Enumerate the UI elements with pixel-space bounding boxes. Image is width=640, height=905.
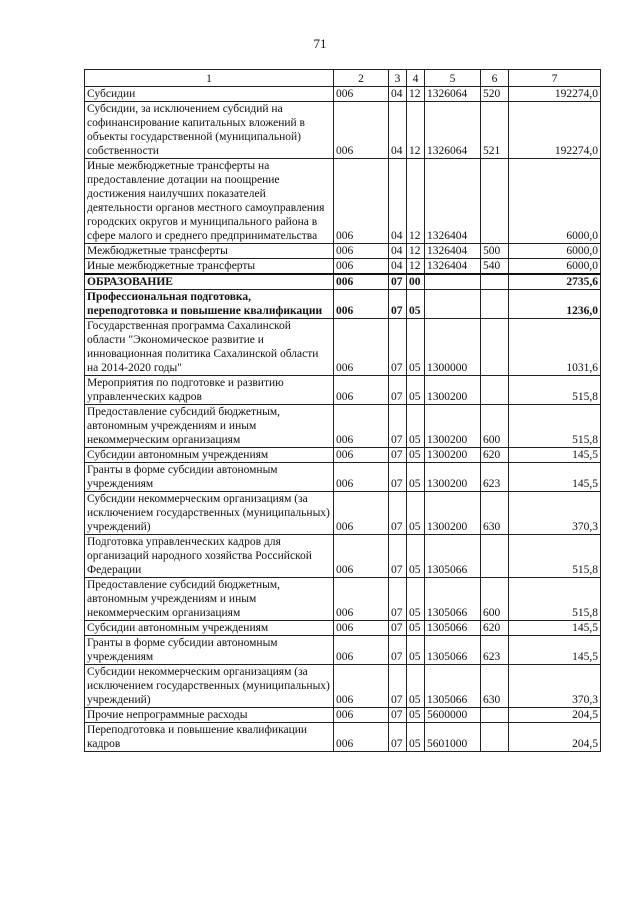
cell-expense-type-code: 630 xyxy=(481,665,509,708)
cell-subsection-code: 12 xyxy=(407,244,425,259)
cell-section-code: 04 xyxy=(389,87,407,102)
header-row xyxy=(85,70,601,87)
cell-name: Государственная программа Сахалинской области "Экономическое развитие и инновационная политика Сахалинской области на 2014-2020 годы" xyxy=(85,319,334,376)
cell-name: Субсидии некоммерческим организациям (за исключением государственных (муниципальных) учреждений) xyxy=(85,665,334,708)
column-header: 1 xyxy=(85,70,334,87)
cell-section-code: 07 xyxy=(389,319,407,376)
cell-expense-type-code: 620 xyxy=(481,621,509,636)
table-row xyxy=(85,636,601,665)
cell-expense-type-code xyxy=(481,319,509,376)
cell-expense-type-code xyxy=(481,723,509,752)
table-row xyxy=(85,244,601,259)
cell-target-code: 1326064 xyxy=(425,87,481,102)
cell-amount: 145,5 xyxy=(509,621,601,636)
cell-subsection-code: 05 xyxy=(407,463,425,492)
cell-target-code: 5601000 xyxy=(425,723,481,752)
cell-amount: 6000,0 xyxy=(509,259,601,275)
cell-target-code: 1305066 xyxy=(425,636,481,665)
cell-name: Субсидии xyxy=(85,87,334,102)
table-row xyxy=(85,448,601,463)
cell-ministry-code: 006 xyxy=(334,492,389,535)
cell-section-code: 07 xyxy=(389,723,407,752)
cell-name: Субсидии автономным учреждениям xyxy=(85,621,334,636)
cell-subsection-code: 05 xyxy=(407,319,425,376)
cell-expense-type-code: 630 xyxy=(481,492,509,535)
cell-ministry-code: 006 xyxy=(334,259,389,275)
cell-subsection-code: 12 xyxy=(407,159,425,244)
cell-name: Предоставление субсидий бюджетным, автономным учреждениям и иным некоммерческим организациям xyxy=(85,405,334,448)
cell-subsection-code: 05 xyxy=(407,492,425,535)
cell-target-code: 1305066 xyxy=(425,578,481,621)
cell-amount: 204,5 xyxy=(509,723,601,752)
table-row xyxy=(85,290,601,319)
cell-amount: 145,5 xyxy=(509,448,601,463)
table-row xyxy=(85,274,601,290)
cell-name: Профессиональная подготовка, переподготовка и повышение квалификации xyxy=(85,290,334,319)
cell-amount: 145,5 xyxy=(509,636,601,665)
table-row xyxy=(85,492,601,535)
column-header: 3 xyxy=(389,70,407,87)
table-row xyxy=(85,87,601,102)
cell-name: Иные межбюджетные трансферты на предоставление дотации на поощрение достижения наилучших показателей деятельности органов местного самоуправления городских округов и муниципального района в сфере малого и среднего предпринимательства xyxy=(85,159,334,244)
cell-section-code: 07 xyxy=(389,636,407,665)
cell-subsection-code: 05 xyxy=(407,636,425,665)
cell-expense-type-code: 520 xyxy=(481,87,509,102)
cell-expense-type-code: 540 xyxy=(481,259,509,275)
cell-amount: 192274,0 xyxy=(509,102,601,159)
table-row xyxy=(85,376,601,405)
cell-name: Мероприятия по подготовке и развитию управленческих кадров xyxy=(85,376,334,405)
cell-expense-type-code: 600 xyxy=(481,578,509,621)
table-row xyxy=(85,463,601,492)
cell-expense-type-code: 623 xyxy=(481,463,509,492)
cell-name: Субсидии автономным учреждениям xyxy=(85,448,334,463)
cell-amount: 204,5 xyxy=(509,708,601,723)
cell-amount: 515,8 xyxy=(509,578,601,621)
cell-amount: 6000,0 xyxy=(509,244,601,259)
cell-subsection-code: 05 xyxy=(407,708,425,723)
cell-ministry-code: 006 xyxy=(334,448,389,463)
cell-ministry-code: 006 xyxy=(334,102,389,159)
table-row xyxy=(85,159,601,244)
cell-subsection-code: 12 xyxy=(407,87,425,102)
cell-name: Иные межбюджетные трансферты xyxy=(85,259,334,275)
cell-ministry-code: 006 xyxy=(334,244,389,259)
cell-amount: 145,5 xyxy=(509,463,601,492)
cell-section-code: 07 xyxy=(389,448,407,463)
cell-ministry-code: 006 xyxy=(334,708,389,723)
cell-section-code: 07 xyxy=(389,290,407,319)
cell-amount: 370,3 xyxy=(509,492,601,535)
cell-target-code: 1300200 xyxy=(425,405,481,448)
cell-target-code xyxy=(425,274,481,290)
cell-section-code: 07 xyxy=(389,708,407,723)
cell-target-code: 1300200 xyxy=(425,376,481,405)
cell-section-code: 07 xyxy=(389,405,407,448)
table-row xyxy=(85,708,601,723)
cell-subsection-code: 12 xyxy=(407,102,425,159)
cell-target-code: 1305066 xyxy=(425,535,481,578)
cell-expense-type-code: 600 xyxy=(481,405,509,448)
table-body xyxy=(85,87,601,752)
cell-target-code: 1300000 xyxy=(425,319,481,376)
cell-subsection-code: 05 xyxy=(407,290,425,319)
cell-subsection-code: 00 xyxy=(407,274,425,290)
cell-target-code: 1326064 xyxy=(425,102,481,159)
cell-subsection-code: 05 xyxy=(407,405,425,448)
cell-ministry-code: 006 xyxy=(334,274,389,290)
column-header: 4 xyxy=(407,70,425,87)
table-row xyxy=(85,319,601,376)
cell-amount: 515,8 xyxy=(509,535,601,578)
cell-amount: 2735,6 xyxy=(509,274,601,290)
cell-ministry-code: 006 xyxy=(334,621,389,636)
cell-section-code: 07 xyxy=(389,463,407,492)
cell-name: Гранты в форме субсидии автономным учреждениям xyxy=(85,636,334,665)
cell-ministry-code: 006 xyxy=(334,636,389,665)
cell-expense-type-code xyxy=(481,290,509,319)
cell-subsection-code: 05 xyxy=(407,578,425,621)
cell-target-code: 1305066 xyxy=(425,665,481,708)
cell-subsection-code: 05 xyxy=(407,665,425,708)
cell-amount: 1031,6 xyxy=(509,319,601,376)
cell-name: Гранты в форме субсидии автономным учреждениям xyxy=(85,463,334,492)
cell-target-code: 1300200 xyxy=(425,448,481,463)
column-header: 5 xyxy=(425,70,481,87)
cell-expense-type-code: 623 xyxy=(481,636,509,665)
cell-ministry-code: 006 xyxy=(334,535,389,578)
cell-target-code: 1305066 xyxy=(425,621,481,636)
cell-amount: 515,8 xyxy=(509,405,601,448)
cell-amount: 6000,0 xyxy=(509,159,601,244)
table-row xyxy=(85,259,601,275)
cell-section-code: 07 xyxy=(389,578,407,621)
cell-ministry-code: 006 xyxy=(334,290,389,319)
cell-section-code: 04 xyxy=(389,102,407,159)
cell-amount: 192274,0 xyxy=(509,87,601,102)
cell-ministry-code: 006 xyxy=(334,159,389,244)
cell-expense-type-code xyxy=(481,159,509,244)
cell-subsection-code: 05 xyxy=(407,376,425,405)
table-row xyxy=(85,578,601,621)
cell-ministry-code: 006 xyxy=(334,665,389,708)
cell-expense-type-code: 521 xyxy=(481,102,509,159)
cell-name: Подготовка управленческих кадров для организаций народного хозяйства Российской Федерации xyxy=(85,535,334,578)
table-row xyxy=(85,102,601,159)
column-header: 7 xyxy=(509,70,601,87)
cell-ministry-code: 006 xyxy=(334,376,389,405)
cell-target-code: 1300200 xyxy=(425,463,481,492)
cell-ministry-code: 006 xyxy=(334,723,389,752)
cell-name: Межбюджетные трансферты xyxy=(85,244,334,259)
cell-expense-type-code: 500 xyxy=(481,244,509,259)
column-header: 6 xyxy=(481,70,509,87)
table-row xyxy=(85,723,601,752)
table-row xyxy=(85,621,601,636)
page-number: 71 xyxy=(313,36,327,51)
cell-section-code: 07 xyxy=(389,274,407,290)
cell-ministry-code: 006 xyxy=(334,463,389,492)
cell-amount: 370,3 xyxy=(509,665,601,708)
cell-ministry-code: 006 xyxy=(334,319,389,376)
cell-ministry-code: 006 xyxy=(334,578,389,621)
cell-name: ОБРАЗОВАНИЕ xyxy=(85,274,334,290)
cell-section-code: 07 xyxy=(389,621,407,636)
cell-ministry-code: 006 xyxy=(334,405,389,448)
cell-subsection-code: 05 xyxy=(407,535,425,578)
cell-subsection-code: 05 xyxy=(407,448,425,463)
cell-section-code: 07 xyxy=(389,376,407,405)
cell-name: Переподготовка и повышение квалификации кадров xyxy=(85,723,334,752)
cell-amount: 515,8 xyxy=(509,376,601,405)
cell-target-code xyxy=(425,290,481,319)
cell-expense-type-code xyxy=(481,708,509,723)
cell-section-code: 07 xyxy=(389,535,407,578)
cell-name: Субсидии, за исключением субсидий на софинансирование капитальных вложений в объекты государственной (муниципальной) собственности xyxy=(85,102,334,159)
table-row xyxy=(85,405,601,448)
cell-target-code: 1326404 xyxy=(425,259,481,275)
cell-section-code: 07 xyxy=(389,492,407,535)
cell-section-code: 07 xyxy=(389,665,407,708)
cell-amount: 1236,0 xyxy=(509,290,601,319)
cell-target-code: 1326404 xyxy=(425,159,481,244)
cell-ministry-code: 006 xyxy=(334,87,389,102)
cell-section-code: 04 xyxy=(389,244,407,259)
cell-name: Прочие непрограммные расходы xyxy=(85,708,334,723)
cell-target-code: 1300200 xyxy=(425,492,481,535)
cell-name: Предоставление субсидий бюджетным, автономным учреждениям и иным некоммерческим организациям xyxy=(85,578,334,621)
table-row xyxy=(85,535,601,578)
cell-subsection-code: 05 xyxy=(407,621,425,636)
cell-name: Субсидии некоммерческим организациям (за исключением государственных (муниципальных) учреждений) xyxy=(85,492,334,535)
cell-target-code: 1326404 xyxy=(425,244,481,259)
cell-target-code: 5600000 xyxy=(425,708,481,723)
cell-section-code: 04 xyxy=(389,159,407,244)
cell-expense-type-code: 620 xyxy=(481,448,509,463)
cell-section-code: 04 xyxy=(389,259,407,275)
cell-expense-type-code xyxy=(481,376,509,405)
budget-table xyxy=(84,69,601,752)
column-header: 2 xyxy=(334,70,389,87)
cell-subsection-code: 12 xyxy=(407,259,425,275)
table-row xyxy=(85,665,601,708)
cell-expense-type-code xyxy=(481,535,509,578)
cell-expense-type-code xyxy=(481,274,509,290)
cell-subsection-code: 05 xyxy=(407,723,425,752)
